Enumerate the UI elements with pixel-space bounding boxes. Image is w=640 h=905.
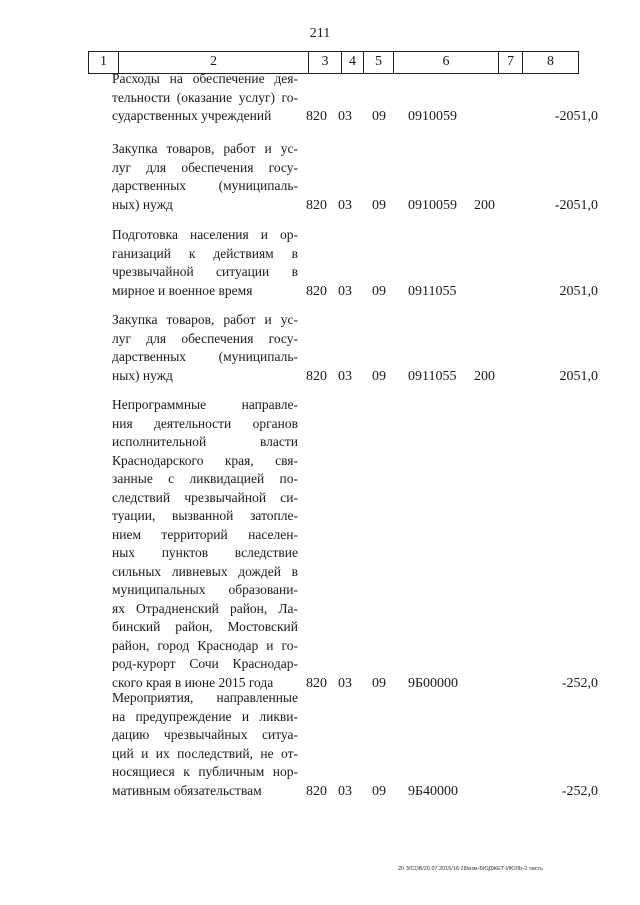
description-line: ных пунктов вследствие <box>112 545 298 560</box>
target-article-code: 0910059 <box>408 109 457 124</box>
category-code: 09 <box>372 197 386 213</box>
description-line: мативным обязательствам <box>112 782 262 798</box>
description-line: ганизаций к действиям в <box>112 245 298 261</box>
target-article-code: 9Б00000 <box>408 675 459 691</box>
description-line: муниципальных образовани- <box>112 582 298 597</box>
description-line: следствий чрезвычайной си- <box>112 489 298 505</box>
description-line: ных) нужд <box>112 367 173 383</box>
description-line: Подготовка населения и ор- <box>112 227 298 242</box>
description-line: Краснодарского края, свя- <box>112 452 298 468</box>
category-code: 09 <box>372 283 386 299</box>
header-col-3: 3 <box>309 52 342 73</box>
target-article-code: 9Б40000 <box>408 783 459 799</box>
amount: 2051,0 <box>559 368 598 384</box>
category-code: 09 <box>372 109 386 124</box>
amount: -2051,0 <box>554 197 598 213</box>
subsection-code: 03 <box>338 368 352 384</box>
description-line: район, город Краснодар и го- <box>112 637 298 653</box>
description-line: род-курорт Сочи Краснодар- <box>112 656 298 671</box>
amount: -252,0 <box>561 783 598 799</box>
header-col-4: 4 <box>342 52 364 73</box>
target-article-code: 0910059 <box>408 197 457 213</box>
section-code: 820 <box>306 283 327 299</box>
description-line: Мероприятия, направленные <box>112 690 298 705</box>
row-description <box>112 689 298 800</box>
target-article-code: 0911055 <box>408 283 457 299</box>
row-description <box>112 396 298 692</box>
section-code: 820 <box>306 783 327 799</box>
description-line: носящиеся к публичным нор- <box>112 764 298 779</box>
subsection-code: 03 <box>338 675 352 691</box>
expense-type-code: 200 <box>474 197 495 213</box>
description-line: Непрограммные направле- <box>112 397 298 412</box>
expense-type-code: 200 <box>474 368 495 384</box>
description-line: Закупка товаров, работ и ус- <box>112 141 298 156</box>
row-description <box>112 311 298 385</box>
header-col-6: 6 <box>394 52 499 73</box>
description-line: исполнительной власти <box>112 434 298 449</box>
description-line: ях Отрадненский район, Ла- <box>112 600 298 616</box>
subsection-code: 03 <box>338 283 352 299</box>
description-line: луг для обеспечения госу- <box>112 159 298 175</box>
header-col-1: 1 <box>89 52 119 73</box>
category-code: 09 <box>372 675 386 691</box>
description-line: дарственных (муниципаль- <box>112 349 298 364</box>
header-col-7: 7 <box>499 52 523 73</box>
row-description <box>112 140 298 214</box>
description-line: дацию чрезвычайных ситуа- <box>112 727 298 742</box>
header-col-5: 5 <box>364 52 394 73</box>
subsection-code: 03 <box>338 109 352 124</box>
category-code: 09 <box>372 783 386 799</box>
description-line: Закупка товаров, работ и ус- <box>112 312 298 327</box>
section-code: 820 <box>306 675 327 691</box>
description-line: мирное и военное время <box>112 282 253 298</box>
description-line: туации, вызванной затопле- <box>112 508 298 523</box>
header-col-8: 8 <box>547 54 554 69</box>
description-line: на предупреждение и ликви- <box>112 708 298 724</box>
description-line: тельности (оказание услуг) го- <box>112 89 298 105</box>
description-line: сударственных учреждений <box>112 108 272 123</box>
section-code: 820 <box>306 109 327 124</box>
amount: 2051,0 <box>559 283 598 299</box>
description-line: бинский район, Мостовский <box>112 619 298 634</box>
document-footer: 20 З/СОВ/20.07.2015/16:28/изм-БЮДЖЕТ-ИЮЛЬ-2 часть <box>398 866 543 872</box>
row-description <box>112 226 298 300</box>
description-line: ского края в июне 2015 года <box>112 674 274 690</box>
section-code: 820 <box>306 197 327 213</box>
target-article-code: 0911055 <box>408 368 457 384</box>
amount: -2051,0 <box>554 109 598 124</box>
description-line: нием территорий населен- <box>112 526 298 542</box>
description-line: ния деятельности органов <box>112 415 298 431</box>
description-line: дарственных (муниципаль- <box>112 178 298 193</box>
description-line: луг для обеспечения госу- <box>112 330 298 346</box>
page-number: 211 <box>309 26 331 41</box>
subsection-code: 03 <box>338 783 352 799</box>
description-line: ных) нужд <box>112 196 173 212</box>
category-code: 09 <box>372 368 386 384</box>
description-line: ций и их последствий, не от- <box>112 745 298 761</box>
row-description <box>112 70 298 126</box>
description-line: чрезвычайной ситуации в <box>112 264 298 279</box>
subsection-code: 03 <box>338 197 352 213</box>
amount: -252,0 <box>561 675 598 691</box>
section-code: 820 <box>306 368 327 384</box>
description-line: занные с ликвидацией по- <box>112 471 298 486</box>
description-line: Расходы на обеспечение дея- <box>112 71 298 86</box>
header-col-2: 2 <box>119 52 309 73</box>
description-line: сильных ливневых дождей в <box>112 563 298 579</box>
